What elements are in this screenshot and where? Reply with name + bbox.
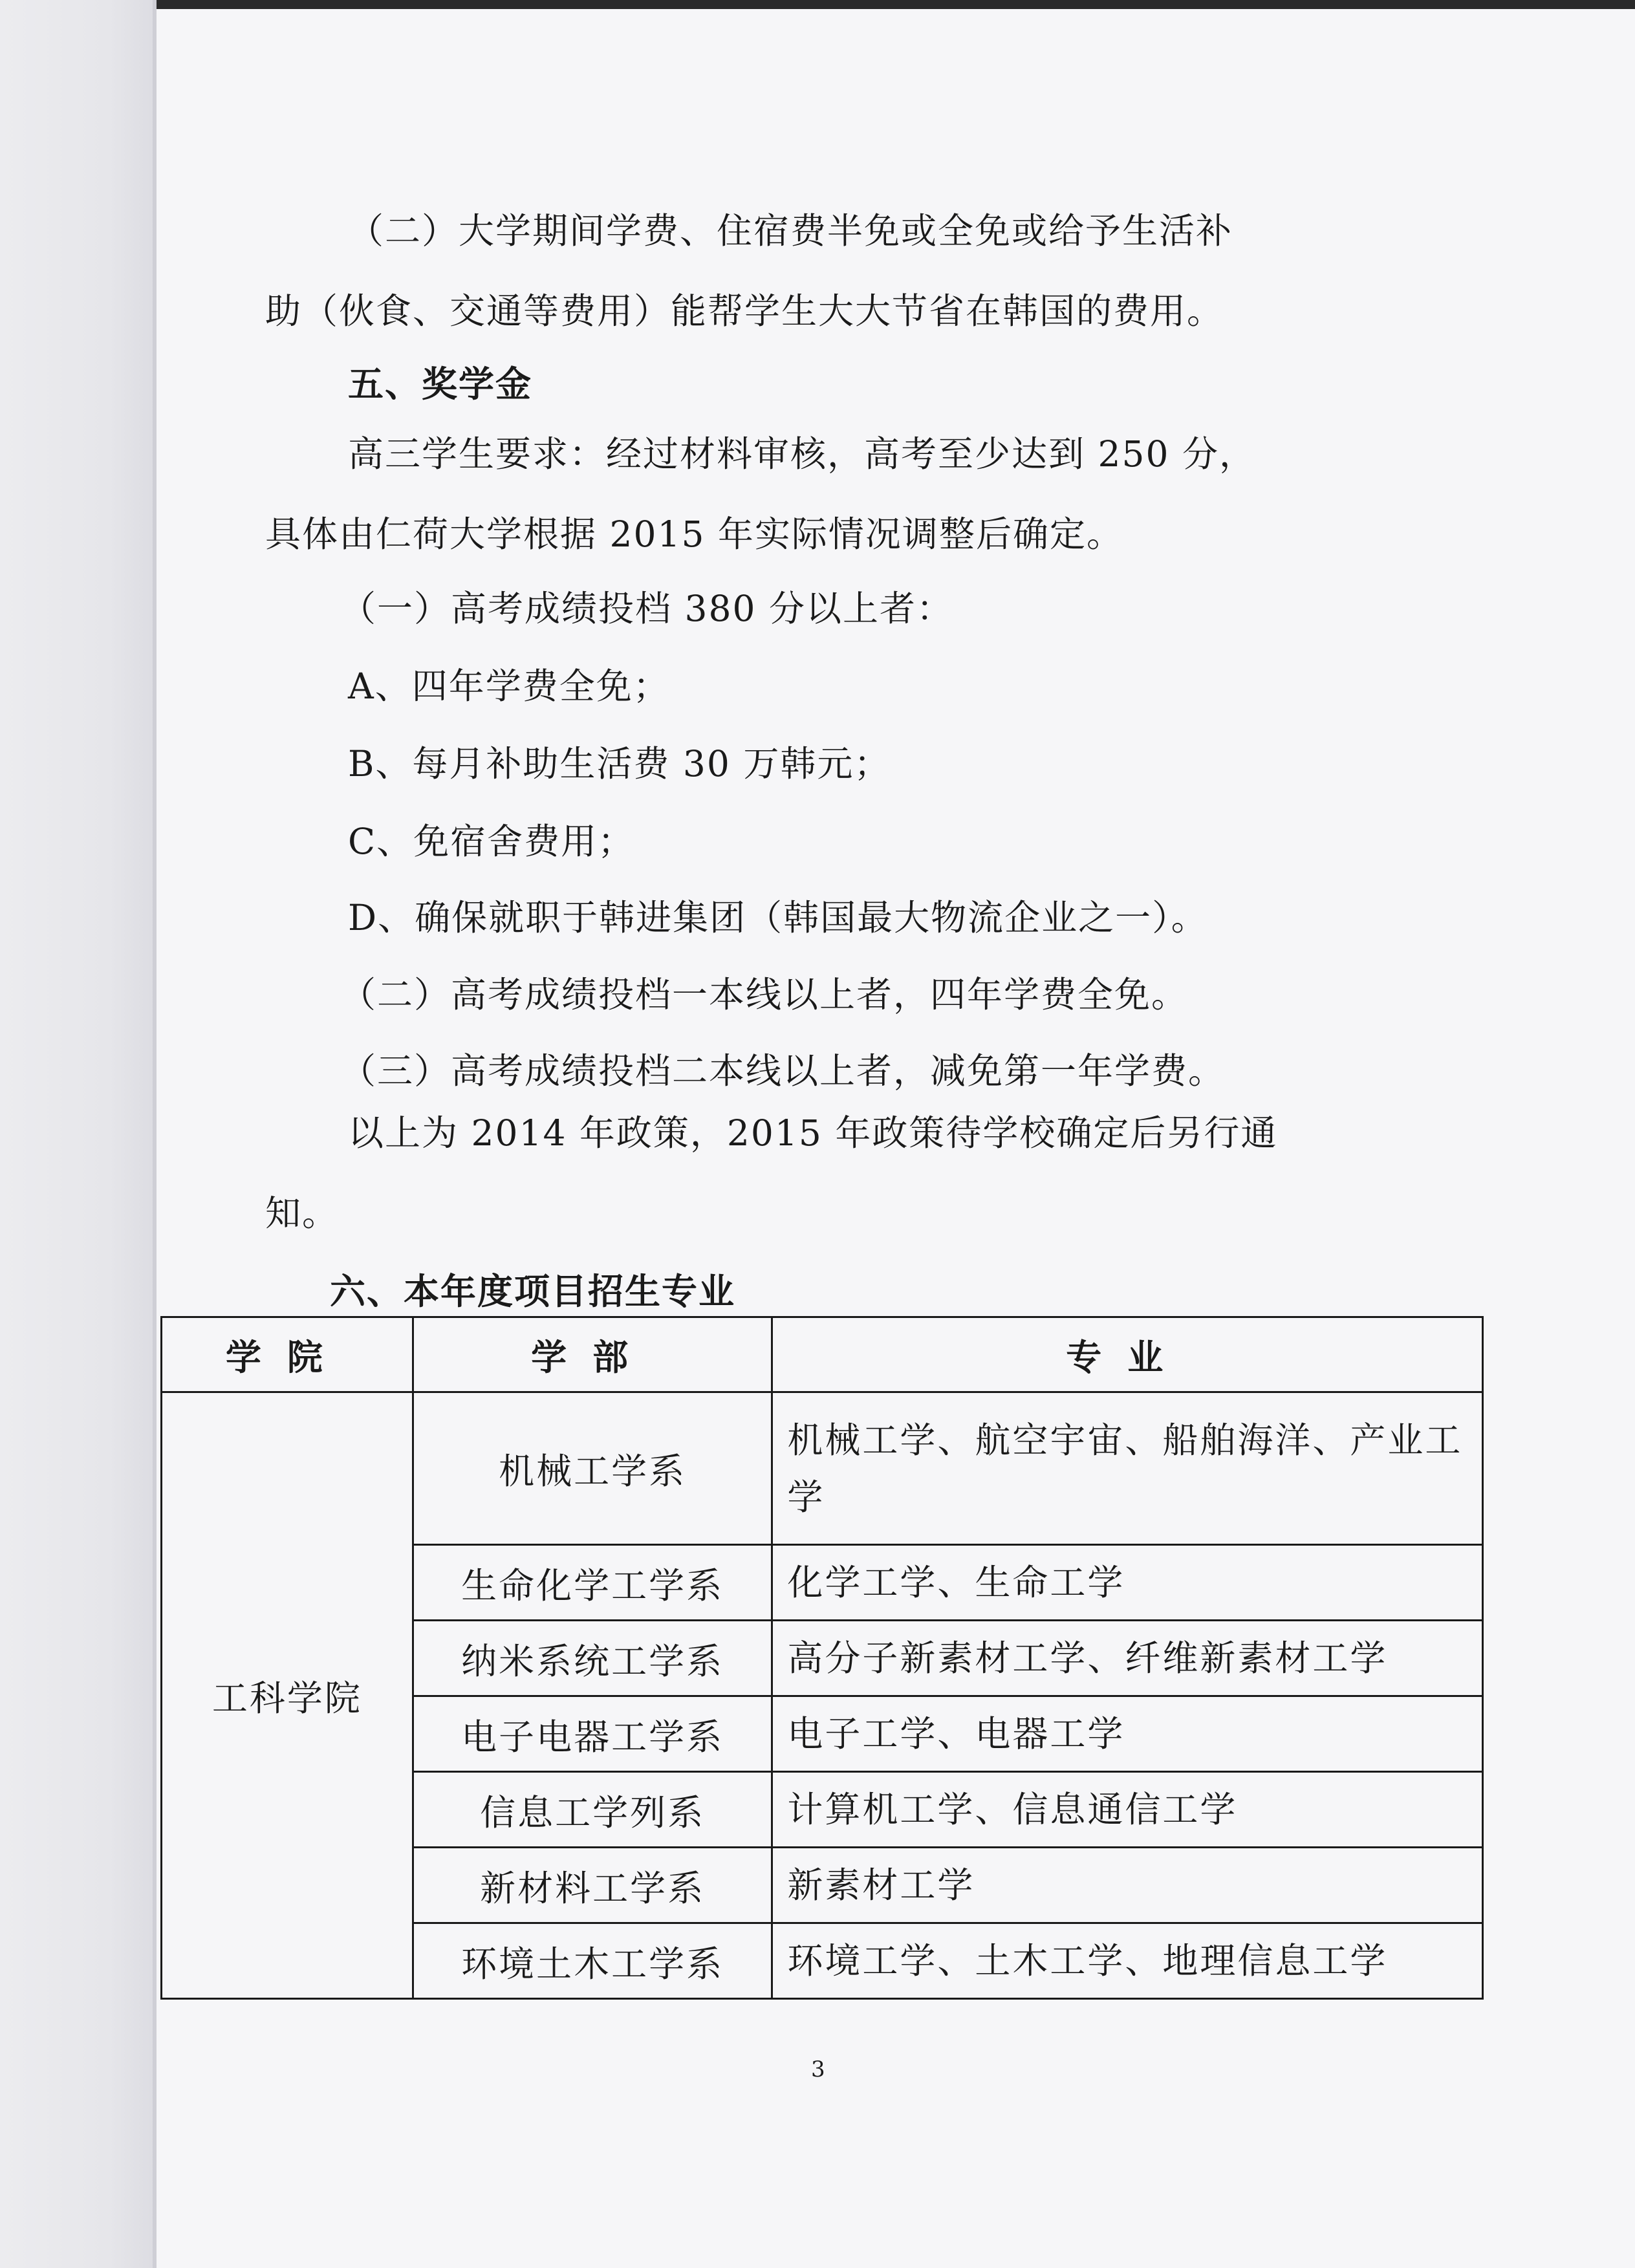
department-cell: 信息工学列系 [413,1772,772,1848]
header-college: 学院 [162,1317,413,1392]
major-cell: 环境工学、土木工学、地理信息工学 [772,1923,1483,1999]
majors-table [160,1316,1484,2000]
college-cell: 工科学院 [162,1392,413,1999]
table-row [162,1392,1483,1545]
header-major: 专业 [772,1317,1483,1392]
major-cell: 化学工学、生命工学 [772,1545,1483,1621]
department-cell: 新材料工学系 [413,1848,772,1923]
page-binding-margin [0,0,155,2268]
tier-1-benefit-b: B、每月补助生活费 30 万韩元； [348,743,891,784]
paragraph-tuition-relief: （二）大学期间学费、住宿费半免或全免或给予生活补 助（伙食、交通等费用）能帮学生大大节省在韩国的费用。 [265,210,1233,332]
tier-1-benefit-c: C、免宿舍费用； [348,821,635,862]
major-cell: 高分子新素材工学、纤维新素材工学 [772,1621,1483,1696]
paragraph-policy-note: 以上为 2014 年政策，2015 年政策待学校确定后另行通 知。 [265,1112,1278,1234]
major-cell: 计算机工学、信息通信工学 [772,1772,1483,1848]
scan-top-edge [0,0,1635,9]
paragraph-requirements: 高三学生要求：经过材料审核，高考至少达到 250 分， 具体由仁荷大学根据 2015 年实际情况调整后确定。 [265,433,1256,555]
section-heading-majors: 六、本年度项目招生专业 [330,1271,736,1312]
tier-1-benefit-a: A、四年学费全免； [348,665,670,707]
page-number: 3 [811,2057,825,2082]
table-header-row [162,1317,1483,1392]
department-cell: 纳米系统工学系 [413,1621,772,1696]
section-heading-scholarship: 五、奖学金 [348,363,533,405]
scholarship-tier-2: （二）高考成绩投档一本线以上者，四年学费全免。 [340,974,1189,1015]
department-cell: 电子电器工学系 [413,1696,772,1772]
department-cell: 环境土木工学系 [413,1923,772,1999]
department-cell: 机械工学系 [413,1392,772,1545]
header-department: 学部 [413,1317,772,1392]
major-cell: 电子工学、电器工学 [772,1696,1483,1772]
department-cell: 生命化学工学系 [413,1545,772,1621]
scholarship-tier-1: （一）高考成绩投档 380 分以上者： [340,588,953,629]
scholarship-tier-3: （三）高考成绩投档二本线以上者，减免第一年学费。 [340,1050,1226,1092]
major-cell: 机械工学、航空宇宙、船舶海洋、产业工学 [772,1392,1483,1545]
major-cell: 新素材工学 [772,1848,1483,1923]
tier-1-benefit-d: D、确保就职于韩进集团（韩国最大物流企业之一）。 [348,897,1208,938]
